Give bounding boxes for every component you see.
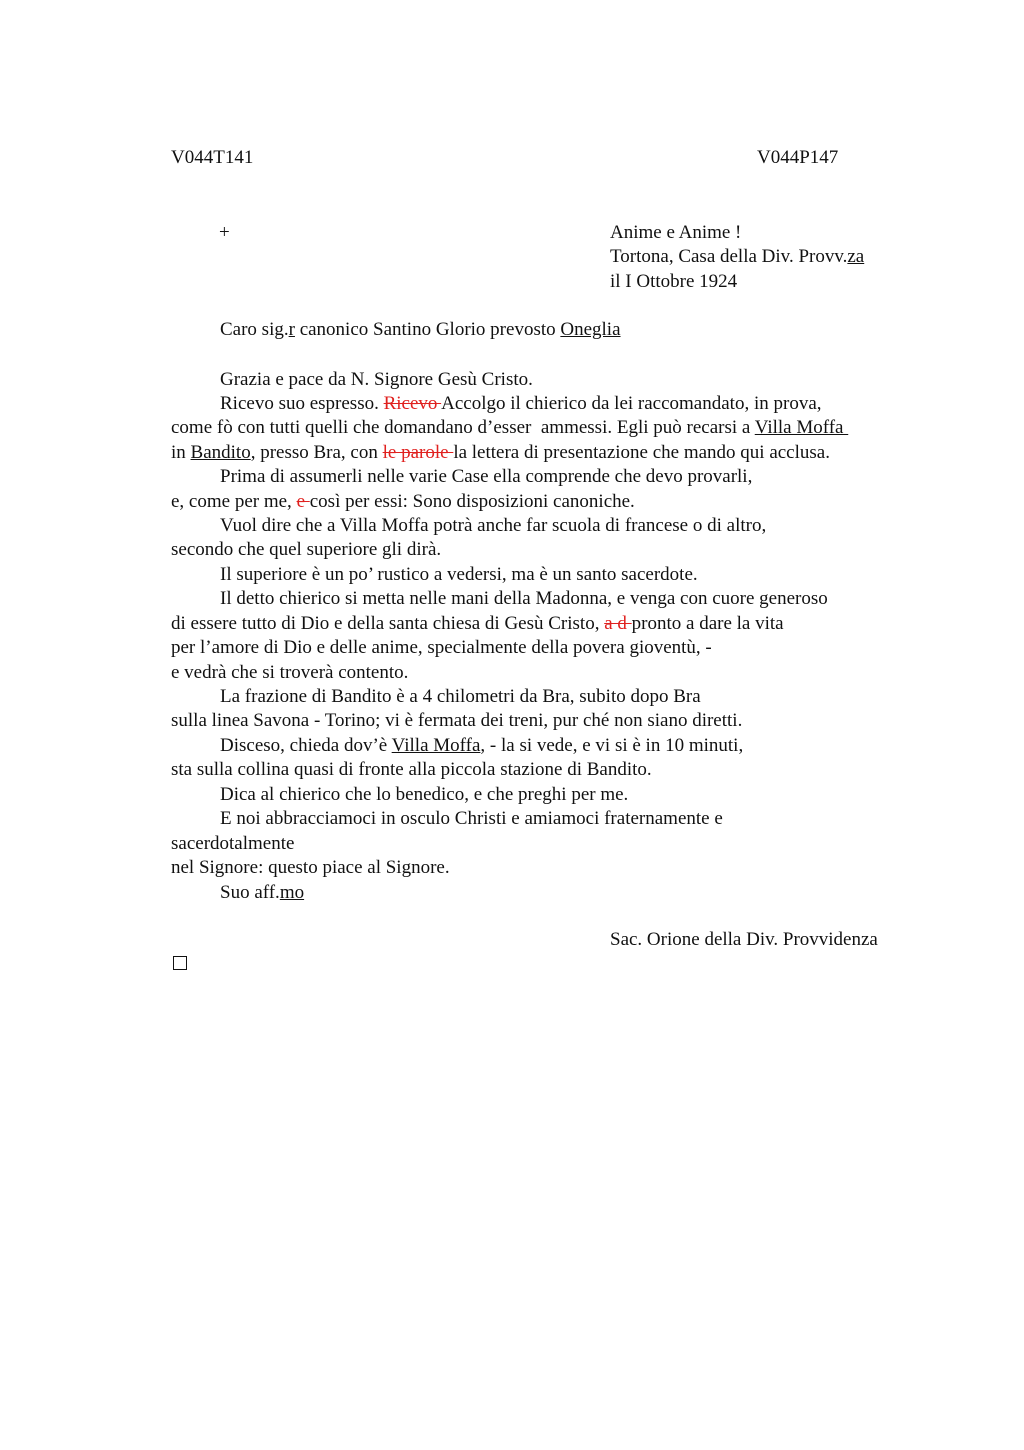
motto: Anime e Anime ! [610,222,742,243]
body-line-17: Dica al chierico che lo benedico, e che preghi per me. [220,784,629,805]
body-line-4: Prima di assumerli nelle varie Case ella comprende che devo provarli, [220,466,753,487]
body-line-5: e, come per me, e così per essi: Sono disposizioni canoniche. [171,491,635,512]
body-line-10: di essere tutto di Dio e della santa chiesa di Gesù Cristo, a d pronto a dare la vita [171,613,784,634]
signature: Sac. Orione della Div. Provvidenza [610,929,878,950]
body-line-11: per l’amore di Dio e delle anime, specialmente della povera gioventù, - [171,637,712,658]
cross-mark: + [219,222,230,243]
date-line: il I Ottobre 1924 [610,271,738,292]
salutation: Caro sig.r canonico Santino Glorio prevosto Oneglia [220,319,621,340]
greeting: Grazia e pace da N. Signore Gesù Cristo. [220,369,533,390]
body-line-12: e vedrà che si troverà contento. [171,662,409,683]
body-line-3: in Bandito, presso Bra, con le parole la lettera di presentazione che mando qui acclusa. [171,442,830,463]
body-line-19: sacerdotalmente [171,833,295,854]
body-line-16: sta sulla collina quasi di fronte alla piccola stazione di Bandito. [171,759,652,780]
body-line-6: Vuol dire che a Villa Moffa potrà anche far scuola di francese o di altro, [220,515,767,536]
end-box-icon [173,956,187,970]
body-line-18: E noi abbracciamoci in osculo Christi e amiamoci fraternamente e [220,808,723,829]
closing-line: Suo aff.mo [220,882,305,903]
body-line-7: secondo che quel superiore gli dirà. [171,539,442,560]
body-line-14: sulla linea Savona - Torino; vi è fermata dei treni, pur ché non siano diretti. [171,710,743,731]
place-line: Tortona, Casa della Div. Provv.za [610,246,865,267]
body-line-20: nel Signore: questo piace al Signore. [171,857,450,878]
body-line-15: Disceso, chieda dov’è Villa Moffa, - la si vede, e vi si è in 10 minuti, [220,735,744,756]
body-line-13: La frazione di Bandito è a 4 chilometri da Bra, subito dopo Bra [220,686,701,707]
body-line-9: Il detto chierico si metta nelle mani della Madonna, e venga con cuore generoso [220,588,828,609]
body-line-1: Ricevo suo espresso. Ricevo Accolgo il chierico da lei raccomandato, in prova, [220,393,822,414]
body-line-2: come fò con tutti quelli che domandano d’esser ammessi. Egli può recarsi a Villa Moffa [171,417,849,438]
document-code-right: V044P147 [757,147,839,168]
body-line-8: Il superiore è un po’ rustico a vedersi, ma è un santo sacerdote. [220,564,698,585]
document-code-left: V044T141 [171,147,254,168]
